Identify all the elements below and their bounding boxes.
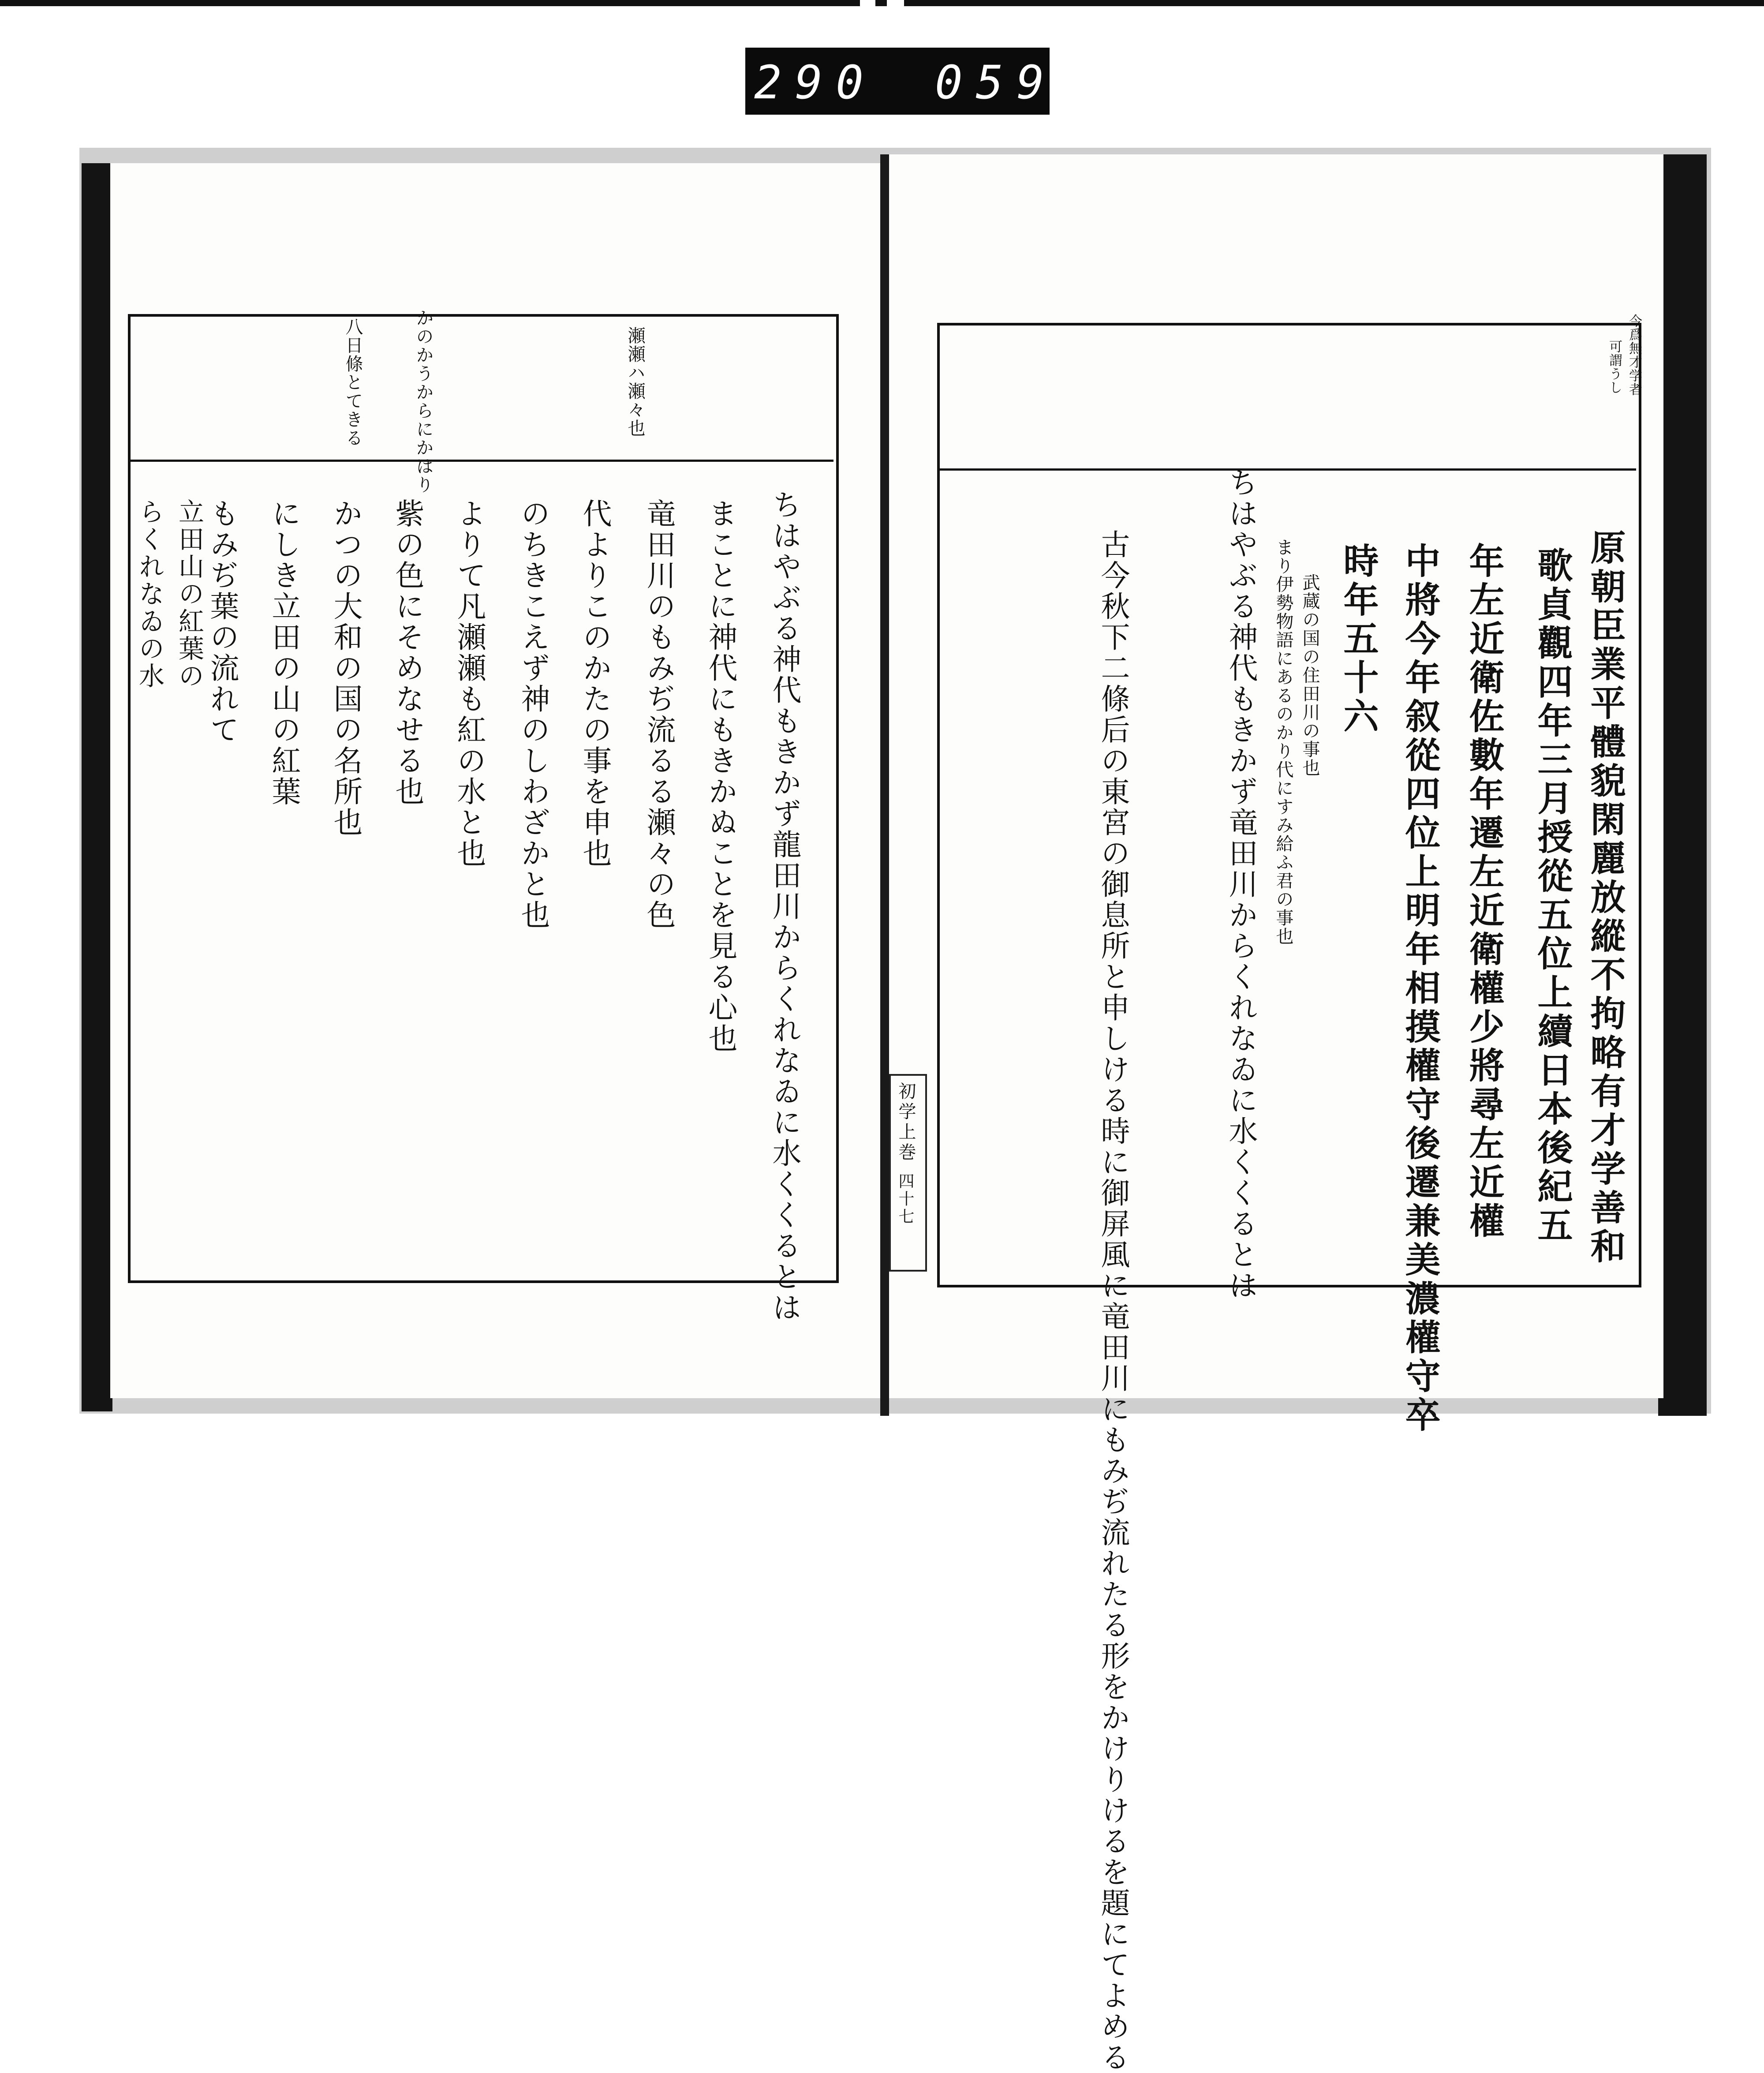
right-poem-column: ちはやぶる神代もきかず竜田川からくれなゐに水くくるとは (1224, 468, 1258, 1301)
right-body-column: 年左近衛佐數年遷左近衛權少將尋左近權 (1463, 543, 1505, 1241)
slip-title: 初学上巻 (896, 1082, 916, 1163)
left-body-column: ちはやぶる神代もきかず龍田川からくれなゐに水くくるとは (767, 490, 801, 1323)
right-note-column: 武蔵の国の住田川の事也 (1300, 573, 1320, 777)
page-label-slip (889, 1074, 927, 1272)
right-header-note: 可謂うし (1607, 340, 1622, 394)
right-body-column: 時年五十六 (1338, 543, 1379, 737)
left-body-column: らくれなゐの水 (135, 498, 164, 690)
scan-top-mark (0, 0, 860, 6)
right-header-band (937, 323, 1636, 471)
left-body-column: 紫の色にそめなせる也 (390, 498, 424, 807)
left-body-column: 立田山の紅葉の (174, 498, 204, 690)
left-body-column: まことに神代にもきかぬことを見る心也 (703, 498, 737, 1054)
book-right-edge (1658, 154, 1707, 1416)
book-left-edge (82, 163, 112, 1411)
left-body-column: 竜田川のもみぢ流るる瀬々の色 (642, 498, 676, 931)
right-body-column: 歌貞觀四年三月授從五位上續日本後紀五 (1532, 547, 1573, 1246)
left-header-note: 八日條とてきる (343, 318, 363, 447)
left-body-column: にしき立田の山の紅葉 (267, 498, 301, 807)
right-note-column: まり伊勢物語にあるのかり代にすみ給ふ君の事也 (1273, 538, 1293, 946)
frame-number-left: 290 (754, 56, 877, 109)
left-body-column: のちきこえず神のしわざかと也 (516, 498, 550, 931)
right-preface-column: 古今秋下二條后の東宮の御息所と申しける時に御屏風に竜田川にもみぢ流れたる形をかけりけるを題にてよめる (1096, 529, 1130, 2073)
left-header-band (128, 314, 833, 462)
left-body-column: かつの大和の国の名所也 (329, 498, 363, 838)
book-gutter (880, 154, 889, 1416)
right-body-column: 原朝臣業平體貌閑麗放縱不拘略有才学善和 (1585, 529, 1626, 1267)
scan-top-mark (875, 0, 887, 6)
left-body-column: もみぢ葉の流れて (205, 498, 239, 745)
scan-top-mark (904, 0, 1764, 6)
left-header-note: かのかうからにかはり (413, 309, 434, 494)
frame-number-right: 059 (935, 56, 1058, 109)
left-header-note: 瀬瀬ハ瀬々也 (625, 326, 645, 438)
right-header-note: 今爲無才学者 (1626, 314, 1642, 396)
right-body-column: 中將今年叙從四位上明年相摸權守後遷兼美濃權守卒 (1399, 543, 1441, 1435)
left-body-column: よりて凡瀬瀬も紅の水と也 (452, 498, 486, 869)
frame-number-plate (745, 48, 1058, 115)
slip-page-number: 四十七 (896, 1173, 914, 1226)
left-body-column: 代よりこのかたの事を申也 (578, 498, 612, 869)
